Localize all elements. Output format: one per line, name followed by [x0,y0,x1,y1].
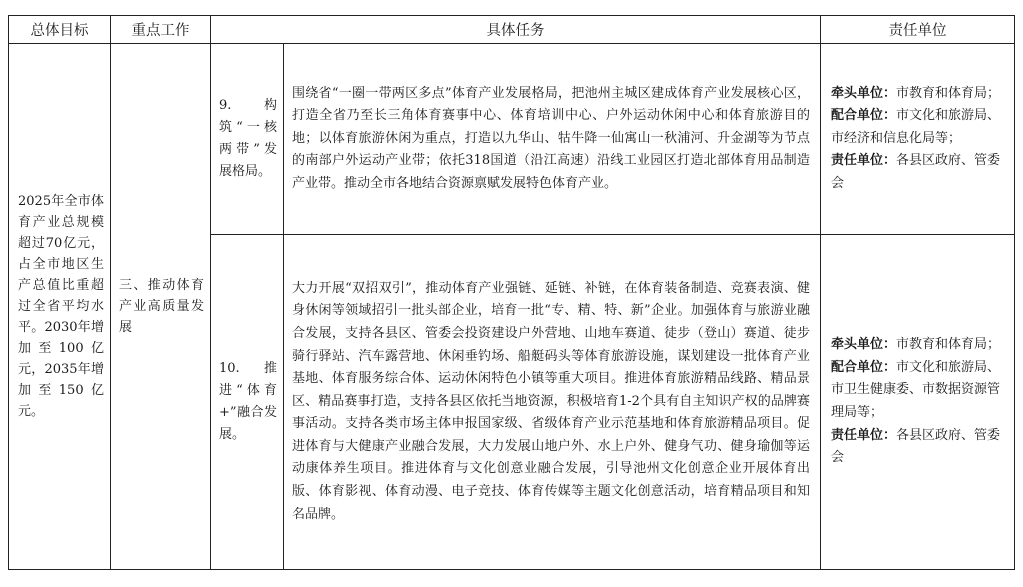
lead-unit [831,83,1008,106]
lead-unit-value: 市教育和体育局； [896,85,1001,101]
cooperating-units-value: 市文化和旅游局、市经济和信息化局等； [831,108,1001,146]
cooperating-units [831,357,1008,425]
cooperating-units-label: 配合单位： [831,359,897,375]
task-detail: 大力开展“双招双引”，推动体育产业强链、延链、补链，在体育装备制造、竞赛表演、健身休闲等领域招引一批头部企业，培育一批“专、精、特、新”企业。加强体育与旅游业融合发展，支持各县区、管委会投资建设户外营地、山地车赛道、徒步（登山）赛道、徒步骑行驿站、汽车露营地、休闲垂钓场、船艇码头等体育旅游设施，谋划建设一批体育产业基地、体育服务综合体、运动休闲特色小镇等重大项目。推进体育旅游精品线路、精品景区、精品赛事打造，支持各县区依托当地资源，积极培育1-2个具有自主知识产权的品牌赛事活动。支持各类市场主体申报国家级、省级体育产业示范基地和体育旅游精品项目。促进体育与大健康产业融合发展，大力发展山地户外、水上户外、健身气功、健身瑜伽等运动康体养生项目。推进体育与文化创意业融合发展，引导池州文化创意企业开展体育出版、体育影视、体育动漫、电子竞技、体育传媒等主题文化创意活动，培育精品项目和知名品牌。 [284,235,821,570]
lead-unit [831,334,1008,357]
header-owner: 责任单位 [821,16,1015,44]
responsible-units-label: 责任单位： [831,153,897,169]
responsible-units-label: 责任单位： [831,427,897,443]
responsible-units [831,150,1008,195]
header-focus: 重点工作 [111,16,211,44]
task-table [8,15,1015,570]
overall-goal-cell: 2025年全市体育产业总规模超过70亿元，占全市地区生产总值比重超过全省平均水平。2030年增加至100亿元，2035年增加至150亿元。 [9,44,111,570]
task-item-title: 10. 推进“体育+”融合发展。 [211,235,284,570]
cooperating-units-label: 配合单位： [831,108,897,124]
responsible-units-cell [821,235,1015,570]
responsible-units [831,425,1008,470]
lead-unit-value: 市教育和体育局； [896,337,1001,353]
task-detail: 围绕省“一圈一带两区多点”体育产业发展格局，把池州主城区建成体育产业发展核心区，打造全省乃至长三角体育赛事中心、体育培训中心、户外运动休闲中心和体育旅游目的地；以体育旅游休闲为重点，打造以九华山、牯牛降一仙寓山一秋浦河、升金湖等为节点的南部户外运动产业带；依托318国道（沿江高速）沿线工业园区打造北部体育用品制造产业带。推动全市各地结合资源禀赋发展特色体育产业。 [284,44,821,235]
table-header-row [9,16,1015,44]
responsible-units-value: 各县区政府、管委会 [831,153,1001,191]
header-goal: 总体目标 [9,16,111,44]
responsible-units-cell [821,44,1015,235]
cooperating-units-value: 市文化和旅游局、市卫生健康委、市数据资源管理局等； [831,359,1001,420]
key-work-cell: 三、推动体育产业高质量发展 [111,44,211,570]
lead-unit-label: 牵头单位： [831,85,897,101]
responsible-units-value: 各县区政府、管委会 [831,427,1001,466]
cooperating-units [831,105,1008,150]
table-row [9,44,1015,235]
task-item-title: 9. 构筑“一核两带”发展格局。 [211,44,284,235]
header-detail: 具体任务 [211,16,821,44]
lead-unit-label: 牵头单位： [831,337,897,353]
